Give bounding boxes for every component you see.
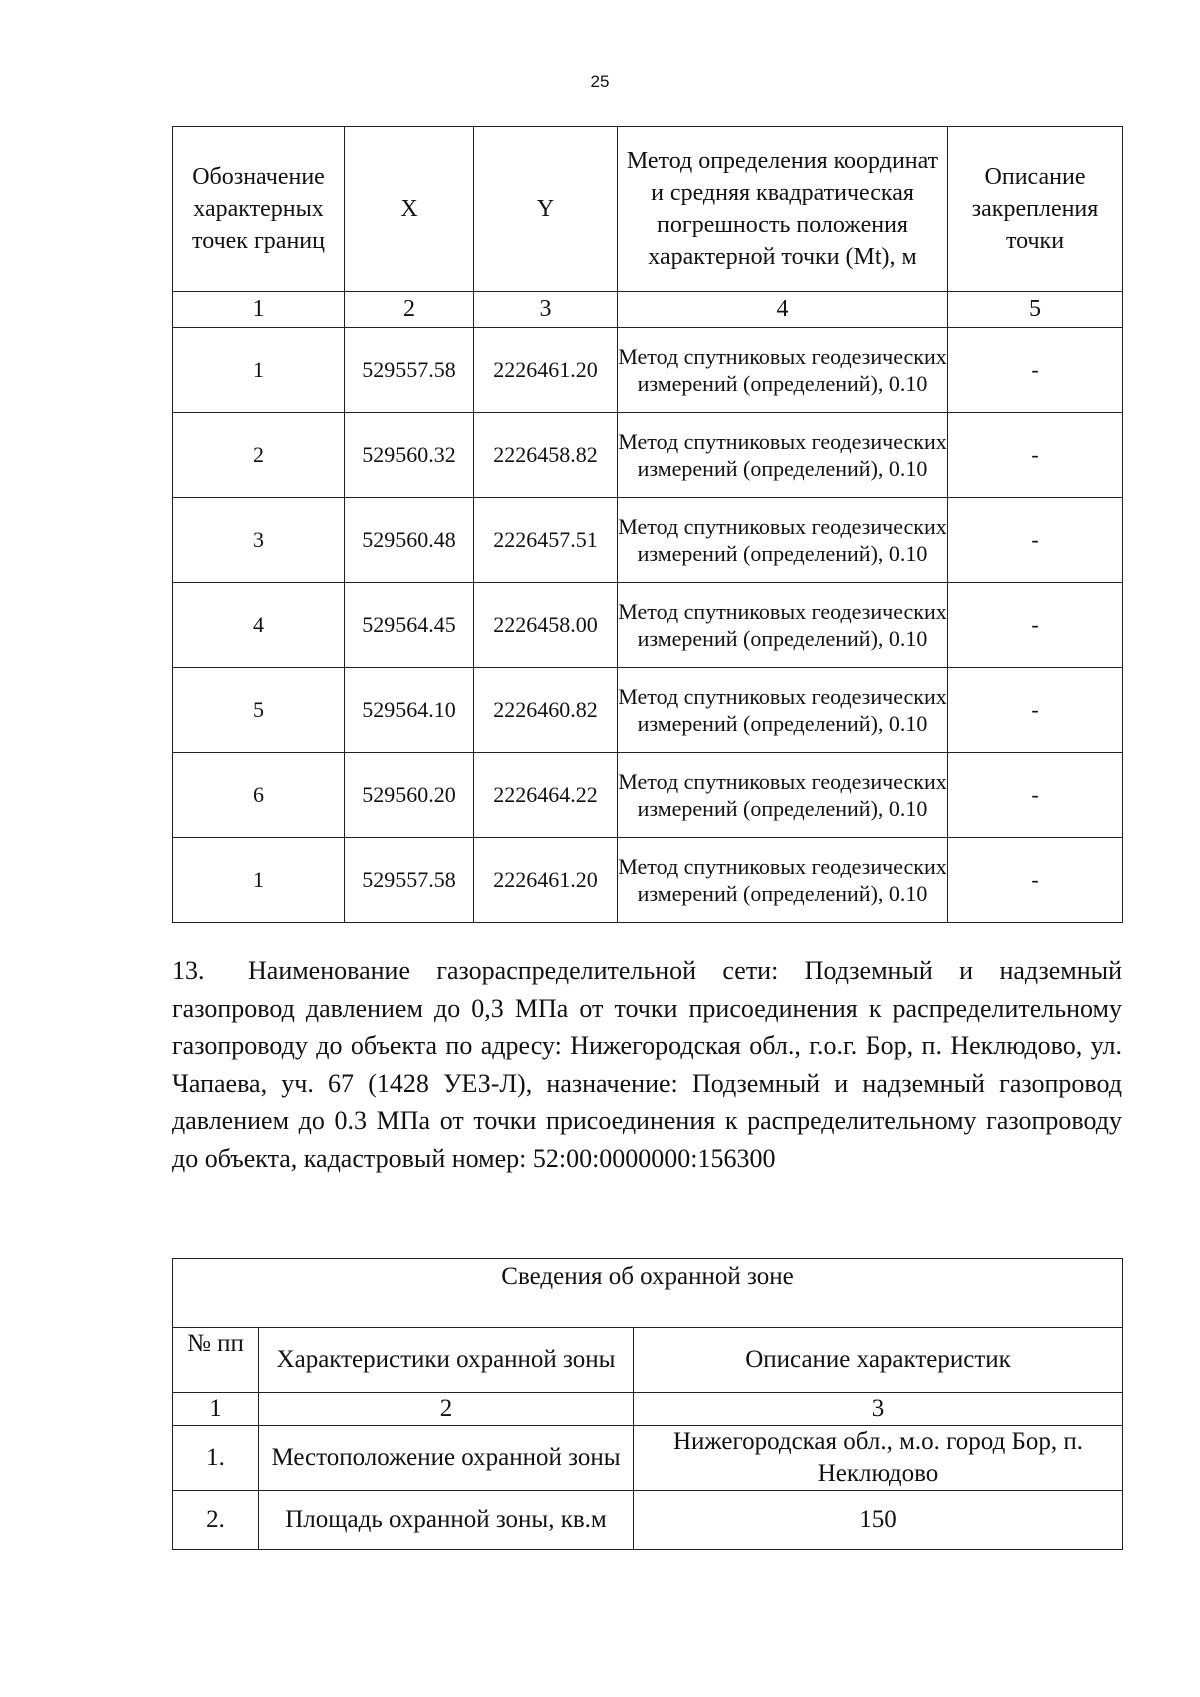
column-numbers-row [173, 292, 1123, 328]
header-method: Метод определения координат и средняя квадратическая погрешность положения характерной точки (Mt), м [618, 127, 948, 292]
method-cell: Метод спутниковых геодезических измерений (определений), 0.10 [618, 328, 948, 413]
method-cell: Метод спутниковых геодезических измерений (определений), 0.10 [618, 413, 948, 498]
characteristic-cell: Местоположение охранной зоны [259, 1426, 634, 1491]
column-number: 3 [634, 1393, 1123, 1426]
x-cell: 529557.58 [345, 838, 474, 923]
y-cell: 2226460.82 [474, 668, 618, 753]
y-cell: 2226458.82 [474, 413, 618, 498]
y-cell: 2226458.00 [474, 583, 618, 668]
description-cell: 150 [634, 1491, 1123, 1550]
column-number: 1 [173, 1393, 259, 1426]
table-caption: Сведения об охранной зоне [173, 1259, 1123, 1328]
x-cell: 529560.48 [345, 498, 474, 583]
row-number-cell: 1. [173, 1426, 259, 1491]
column-number: 4 [618, 292, 948, 328]
paragraph-text: Наименование газораспределительной сети: Подземный и надземный газопровод давлением до 0,3 МПа от точки присоединения к распределительному газопроводу до объекта по адресу: Нижегородская обл., г.о.г. Бор, п. Неклюдово, ул. Чапаева, уч. 67 (1428 УЕЗ-Л), назначение: Подземный и надземный газопровод давлением до 0.3 МПа от точки присоединения к распределительному газопроводу до объекта, кадастровый номер: 52:00:0000000:156300 [172, 956, 1122, 1173]
table-row [173, 753, 1123, 838]
column-number: 1 [173, 292, 345, 328]
y-cell: 2226461.20 [474, 838, 618, 923]
header-number: № пп [173, 1328, 259, 1393]
table-row [173, 1426, 1123, 1491]
method-cell: Метод спутниковых геодезических измерений (определений), 0.10 [618, 838, 948, 923]
column-numbers-row [173, 1393, 1123, 1426]
x-cell: 529564.45 [345, 583, 474, 668]
point-cell: 1 [173, 328, 345, 413]
point-cell: 3 [173, 498, 345, 583]
fixing-cell: - [948, 413, 1123, 498]
fixing-cell: - [948, 668, 1123, 753]
header-fixing-description: Описание закрепления точки [948, 127, 1123, 292]
header-characteristic: Характеристики охранной зоны [259, 1328, 634, 1393]
table-row [173, 668, 1123, 753]
method-cell: Метод спутниковых геодезических измерений (определений), 0.10 [618, 753, 948, 838]
paragraph-number: 13. [172, 956, 205, 985]
column-number: 5 [948, 292, 1123, 328]
fixing-cell: - [948, 328, 1123, 413]
point-cell: 1 [173, 838, 345, 923]
table-row [173, 1491, 1123, 1550]
fixing-cell: - [948, 583, 1123, 668]
row-number-cell: 2. [173, 1491, 259, 1550]
protection-zone-table [172, 1258, 1123, 1550]
point-cell: 4 [173, 583, 345, 668]
y-cell: 2226461.20 [474, 328, 618, 413]
x-cell: 529557.58 [345, 328, 474, 413]
method-cell: Метод спутниковых геодезических измерений (определений), 0.10 [618, 583, 948, 668]
column-number: 2 [345, 292, 474, 328]
coordinates-table [172, 126, 1123, 923]
zone-header-row [173, 1328, 1123, 1393]
description-cell: Нижегородская обл., м.о. город Бор, п. Неклюдово [634, 1426, 1123, 1491]
table-row [173, 413, 1123, 498]
x-cell: 529560.32 [345, 413, 474, 498]
header-description: Описание характеристик [634, 1328, 1123, 1393]
coordinates-header-row [173, 127, 1123, 292]
section-13-paragraph [172, 952, 1122, 1177]
column-number: 3 [474, 292, 618, 328]
table-row [173, 838, 1123, 923]
page-number: 25 [590, 72, 610, 91]
x-cell: 529560.20 [345, 753, 474, 838]
x-cell: 529564.10 [345, 668, 474, 753]
method-cell: Метод спутниковых геодезических измерений (определений), 0.10 [618, 668, 948, 753]
header-y: Y [474, 127, 618, 292]
column-number: 2 [259, 1393, 634, 1426]
point-cell: 2 [173, 413, 345, 498]
point-cell: 6 [173, 753, 345, 838]
y-cell: 2226464.22 [474, 753, 618, 838]
fixing-cell: - [948, 498, 1123, 583]
table-row [173, 583, 1123, 668]
table-row [173, 328, 1123, 413]
table-row [173, 498, 1123, 583]
characteristic-cell: Площадь охранной зоны, кв.м [259, 1491, 634, 1550]
fixing-cell: - [948, 753, 1123, 838]
fixing-cell: - [948, 838, 1123, 923]
point-cell: 5 [173, 668, 345, 753]
method-cell: Метод спутниковых геодезических измерений (определений), 0.10 [618, 498, 948, 583]
header-point-designation: Обозначение характерных точек границ [173, 127, 345, 292]
header-x: X [345, 127, 474, 292]
y-cell: 2226457.51 [474, 498, 618, 583]
